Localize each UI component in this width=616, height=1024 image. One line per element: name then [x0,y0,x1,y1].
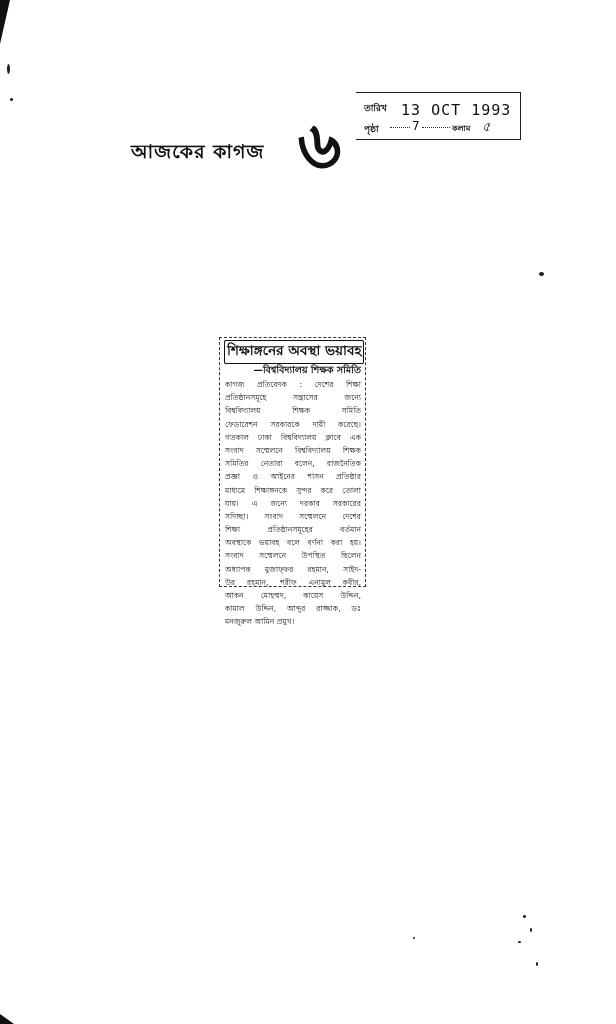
clipping-line: শিক্ষা প্রতিষ্ঠানসমূহের বর্তমান [225,525,361,535]
clipping-body [225,378,361,629]
stamp-dotted-line [422,127,450,128]
scan-corner-mark-bottom [0,1014,14,1024]
stamp-date: 13 OCT 1993 [401,101,512,119]
clipping-line: আকন মোহম্মদ, কায়েস উদ্দিন, [225,591,361,600]
clipping-line: বিশ্ববিদ্যালয় শিক্ষক সমিতি [225,406,361,416]
scan-speck [10,98,13,101]
clipping-line: সদিচ্ছা। সংবাদ সম্মেলনে দেশের [225,511,361,521]
clipping-line: অবস্থাকে ভয়াবহ বলে বর্ণনা করা হয়। [225,538,361,548]
newspaper-clipping [219,337,366,627]
clipping-line: প্রতিষ্ঠানসমূহে সন্ত্রাসের জন্যে [225,393,361,403]
clipping-line: উর রহমান, শরীফ এনামুল কবীর, [225,577,361,587]
clipping-line: মনজুরুল আমিন প্রমুখ। [225,617,295,627]
scan-speck [523,915,526,918]
clipping-line: ফেডারেশন সরকারকে দায়ী করেছে। [225,419,361,429]
clipping-line: সমিতির নেতারা বলেন, রাজনৈতিক [225,459,361,469]
scan-speck [530,928,532,932]
clipping-line: মাধ্যমে শিক্ষাঙ্গনকে সুন্দর করে তোলা [225,485,361,495]
clipping-headline: শিক্ষাঙ্গনের অবস্থা ভয়াবহ [224,340,364,364]
scan-speck [413,937,415,939]
stamp-dotted-line [390,127,410,128]
clipping-line: গতকাল ঢাকা বিশ্ববিদ্যালয় ক্লাবে এক [225,432,361,442]
scan-speck [7,64,10,74]
newspaper-name: আজকের কাগজ [131,141,265,163]
stamp-date-label: তারিখ [364,104,387,114]
stamp-column-value: ৫ [482,120,491,135]
scan-speck [518,941,521,943]
stamp-page-value: 7 [412,119,420,133]
clipping-line: কামাল উদ্দিন, আব্দুর রাজ্জাক, ডঃ [225,604,361,614]
scan-corner-mark [0,0,10,44]
clipping-line: সংবাদ সম্মেলনে উপস্থিত ছিলেন [225,551,361,561]
clipping-line: অধ্যাপক মুজাফ্ফর রহমান, সাইদ- [225,564,361,574]
handwritten-page-mark: ৬ [295,104,344,186]
stamp-column-label: কলাম [452,124,471,133]
clipping-line: কাগজ প্রতিবেদক : দেশের শিক্ষা [225,380,361,389]
stamp-page-label: পৃষ্ঠা [364,125,379,135]
scan-speck [536,962,538,966]
clipping-line: যায়। এ জন্যে দরকার সরকারের [225,498,361,508]
clipping-line: প্রজ্ঞা ও আইনের শাসন প্রতিষ্ঠার [225,472,361,482]
clipping-line: সংবাদ সম্মেলনে বিশ্ববিদ্যালয় শিক্ষক [225,445,361,455]
scan-speck [539,272,544,276]
date-stamp [356,92,521,140]
clipping-subheadline: —বিশ্ববিদ্যালয় শিক্ষক সমিতি [253,365,361,376]
